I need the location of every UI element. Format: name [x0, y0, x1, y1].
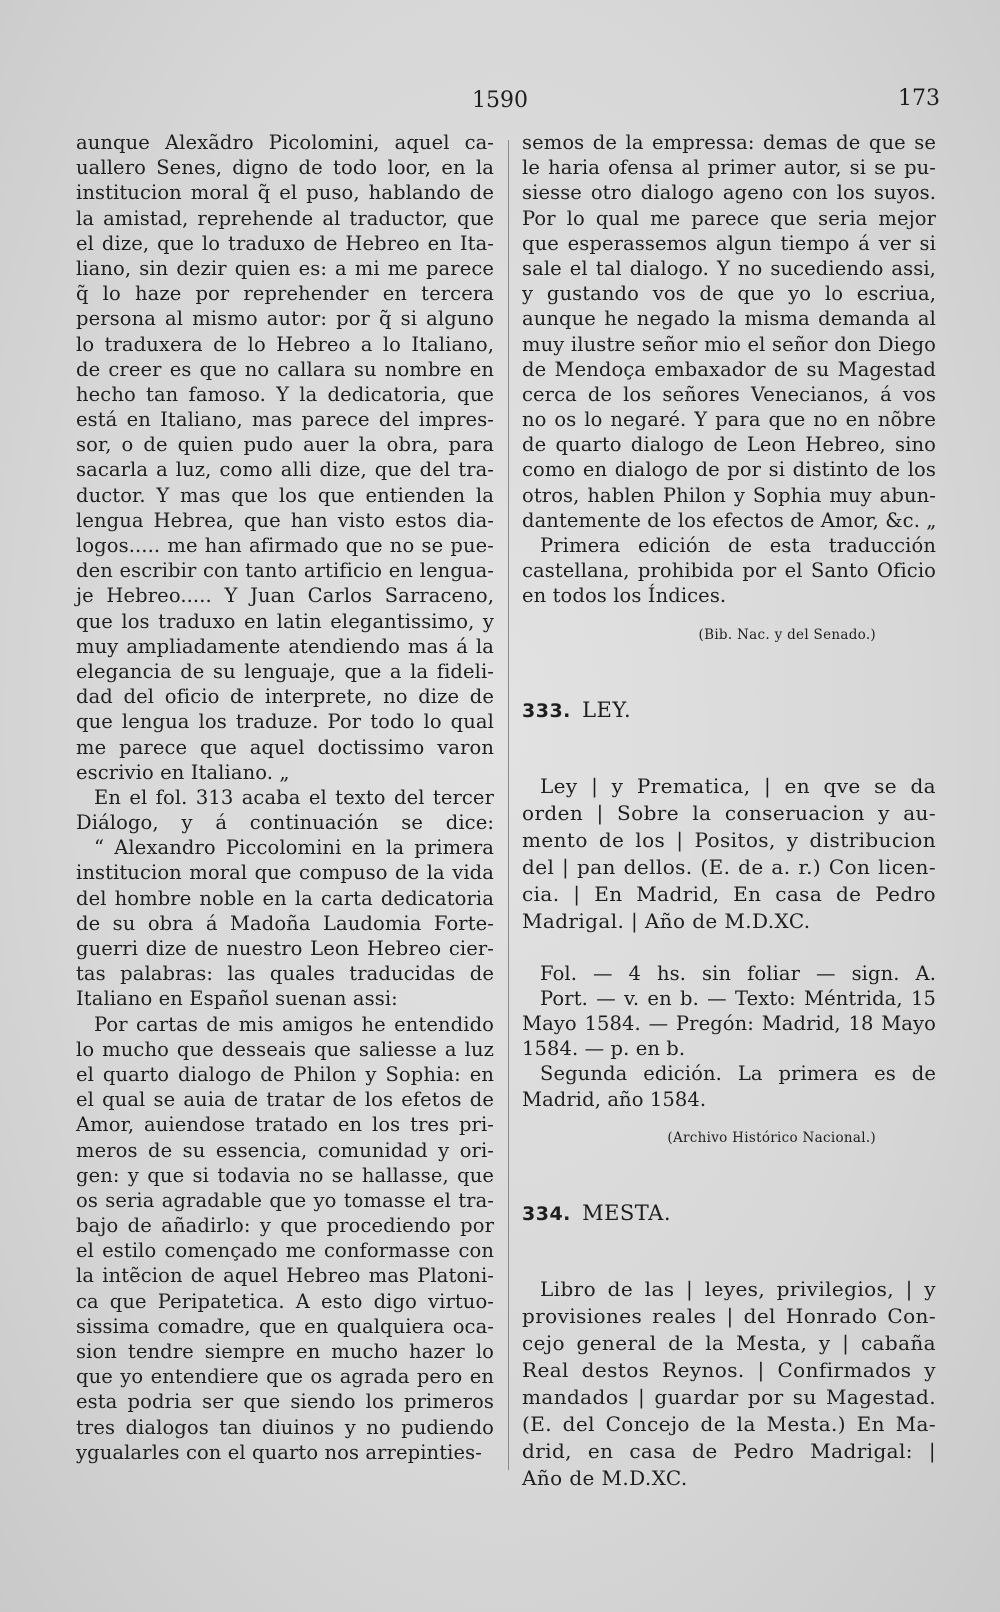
- text-line: Ley | y Prematica, | en qve se da: [540, 773, 936, 798]
- text-line: le haria ofensa al primer autor, si se pu-: [522, 156, 936, 180]
- text-line: os seria agradable que yo tomasse el tra-: [76, 1188, 494, 1212]
- text-line: que esperassemos algun tiempo á ver si: [522, 231, 936, 255]
- text-line: del hombre noble en la carta dedicatoria: [76, 886, 494, 910]
- text-line: Libro de las | leyes, privilegios, | y: [540, 1276, 936, 1301]
- text-line: Real destos Reynos. | Confirmados y: [522, 1357, 936, 1382]
- text-line: Madrigal. | Año de M.D.XC.: [522, 908, 811, 933]
- text-line: Amor, auiendose tratado en los tres pri-: [76, 1113, 494, 1137]
- text-line: escrivio en Italiano. „: [76, 760, 290, 784]
- entry-heading-333: [522, 695, 936, 725]
- text-line: de Mendoça embaxador de su Magestad: [522, 357, 936, 381]
- text-line: sion tendre siempre en mucho hazer lo: [76, 1340, 494, 1363]
- right-column: [522, 130, 936, 1492]
- text-line: uallero Senes, digno de todo loor, en la: [76, 156, 494, 180]
- text-line: Por lo qual me parece que seria mejor: [522, 206, 936, 230]
- text-line: cia. | En Madrid, En casa de Pedro: [522, 881, 936, 906]
- entry-notes-333: [522, 961, 936, 1112]
- text-line: ductor. Y mas que los que entienden la: [76, 483, 494, 507]
- entry-number: 334.: [522, 1202, 571, 1225]
- text-line: me parece que aquel doctissimo varon: [76, 735, 494, 759]
- text-line: tas palabras: las quales traducidas de: [76, 962, 494, 986]
- text-line: cerca de los señores Venecianos, á vos: [522, 382, 936, 406]
- text-line: mandados | guardar por su Magestad.: [522, 1384, 936, 1409]
- text-line: que yo entendiere que os agrada pero en: [76, 1365, 494, 1389]
- text-line: elegancia de su lenguaje, que a la fideli-: [76, 659, 494, 683]
- entry-title: MESTA.: [582, 1200, 671, 1225]
- text-line: bajo de añadirlo: y que procediendo por: [76, 1214, 494, 1238]
- text-line: como en dialogo de por si distinto de los: [522, 458, 936, 482]
- text-line: Port. — v. en b. — Texto: Méntrida, 15: [540, 986, 936, 1010]
- text-line: 1584. — p. en b.: [522, 1037, 686, 1061]
- text-line: que lengua los traduze. Por todo lo qual: [76, 710, 494, 734]
- text-line: q̃ lo haze por reprehender en tercera: [76, 282, 494, 306]
- text-line: el dize, que lo traduxo de Hebreo en Ita-: [76, 231, 494, 255]
- text-line: en todos los Índices.: [522, 584, 727, 608]
- entry-description-334: [522, 1276, 936, 1492]
- text-line: no os lo negaré. Y para que no en nõbre: [522, 408, 936, 432]
- text-line: En el fol. 313 acaba el texto del tercer: [94, 785, 494, 809]
- text-line: aunque Alexãdro Picolomini, aquel ca-: [76, 131, 494, 154]
- text-line: la amistad, reprehende al traductor, que: [76, 206, 494, 230]
- text-line: sacarla a luz, como alli dize, que del tra-: [76, 458, 494, 482]
- text-line: siesse otro dialogo ageno con los suyos.: [522, 181, 936, 205]
- text-line: persona al mismo autor: por q̃ si alguno: [76, 307, 494, 331]
- text-line: lo mucho que desseais que saliesse a luz: [76, 1037, 494, 1061]
- text-line: Por cartas de mis amigos he entendido: [94, 1012, 494, 1036]
- text-line: cejo general de la Mesta, y | cabaña: [522, 1330, 936, 1355]
- text-line: den escribir con tanto artificio en lengua-: [76, 559, 494, 583]
- text-line: sissima comadre, que en qualquiera oca-: [76, 1314, 494, 1338]
- text-line: el quarto dialogo de Philon y Sophia: en: [76, 1062, 494, 1086]
- source-citation: (Bib. Nac. y del Senado.): [698, 626, 876, 643]
- text-line: je Hebreo..... Y Juan Carlos Sarraceno,: [76, 584, 494, 608]
- text-line: que los traduxo en latin elegantissimo, y: [76, 609, 494, 633]
- text-line: la intẽcion de aquel Hebreo mas Platoni-: [76, 1264, 494, 1288]
- text-line: de su obra á Madoña Laudomia Forte-: [76, 911, 494, 935]
- text-line: está en Italiano, mas parece del impres-: [76, 408, 494, 432]
- text-line: drid, en casa de Pedro Madrigal: |: [522, 1438, 936, 1463]
- text-line: liano, sin dezir quien es: a mi me parece: [76, 256, 494, 280]
- running-head-year: 1590: [472, 88, 528, 113]
- text-line: guerri dize de nuestro Leon Hebreo cier-: [76, 937, 494, 960]
- text-line: otros, hablen Philon y Sophia muy abun-: [522, 483, 936, 507]
- entry-title: LEY.: [582, 697, 632, 722]
- text-line: Italiano en Español suenan assi:: [76, 987, 398, 1011]
- text-line: aunque he negado la misma demanda al: [522, 307, 936, 331]
- text-line: lengua Hebrea, que han visto estos dia-: [76, 508, 494, 532]
- text-line: mento de los | Positos, y distribucion: [522, 827, 936, 852]
- text-line: sale el tal dialogo. Y no sucediendo assi,: [522, 256, 936, 280]
- text-line: muy ampliadamente atendiendo mas á la: [76, 634, 494, 658]
- text-line: Madrid, año 1584.: [522, 1087, 707, 1111]
- text-line: el estilo començado me conformasse con: [76, 1239, 494, 1263]
- left-column: [76, 130, 494, 1465]
- text-line: meros de su essencia, comunidad y ori-: [76, 1138, 494, 1162]
- text-line: dad del oficio de interprete, no dize de: [76, 685, 494, 709]
- column-divider: [508, 140, 509, 1470]
- text-line: gen: y que si todavia no se hallasse, que: [76, 1163, 494, 1187]
- page-number: 173: [898, 86, 940, 111]
- text-line: lo traduxera de lo Hebreo a lo Italiano,: [76, 332, 494, 356]
- text-line: muy ilustre señor mio el señor don Diego: [522, 332, 936, 356]
- text-line: institucion moral que compuso de la vida: [76, 861, 494, 885]
- text-line: logos..... me han afirmado que no se pue-: [76, 534, 494, 557]
- text-line: (E. del Concejo de la Mesta.) En Ma-: [522, 1411, 936, 1436]
- text-line: “ Alexandro Piccolomini en la primera: [94, 836, 494, 860]
- text-line: de creer es que no callara su nombre en: [76, 357, 494, 381]
- text-line: orden | Sobre la conseruacion y au-: [522, 800, 936, 825]
- entry-description-333: [522, 773, 936, 935]
- text-line: institucion moral q̃ el puso, hablando de: [76, 181, 494, 205]
- text-line: provisiones reales | del Honrado Con-: [522, 1303, 936, 1328]
- entry-number: 333.: [522, 699, 571, 722]
- text-line: del | pan dellos. (E. de a. r.) Con licen-: [522, 854, 936, 879]
- text-line: el qual se auia de tratar de los efetos de: [76, 1088, 494, 1112]
- text-line: tres dialogos tan diuinos y no pudiendo: [76, 1415, 494, 1439]
- text-line: dantemente de los efectos de Amor, &c. „: [522, 508, 937, 532]
- text-line: ygualarles con el quarto nos arrepinties-: [76, 1440, 482, 1464]
- text-line: y gustando vos de que yo lo escriua,: [522, 282, 936, 306]
- text-line: Fol. — 4 hs. sin foliar — sign. A.: [540, 961, 936, 985]
- text-line: castellana, prohibida por el Santo Oficio: [522, 559, 936, 583]
- source-citation: (Archivo Histórico Nacional.): [667, 1129, 876, 1146]
- entry-heading-334: [522, 1198, 936, 1228]
- text-line: Segunda edición. La primera es de: [540, 1062, 936, 1086]
- text-line: de quarto dialogo de Leon Hebreo, sino: [522, 433, 936, 457]
- text-line: sor, o de quien pudo auer la obra, para: [76, 433, 494, 457]
- text-line: hecho tan famoso. Y la dedicatoria, que: [76, 382, 494, 406]
- text-line: ca que Peripatetica. A esto digo virtuo-: [76, 1289, 494, 1313]
- text-line: semos de la empressa: demas de que se: [522, 131, 936, 154]
- text-line: Año de M.D.XC.: [522, 1465, 688, 1490]
- text-line: Primera edición de esta traducción: [540, 534, 936, 557]
- continuation-text: [522, 130, 936, 609]
- text-line: Diálogo, y á continuación se dice:: [76, 811, 494, 835]
- text-line: Mayo 1584. — Pregón: Madrid, 18 Mayo: [522, 1011, 936, 1035]
- text-line: esta podria ser que siendo los primeros: [76, 1390, 494, 1414]
